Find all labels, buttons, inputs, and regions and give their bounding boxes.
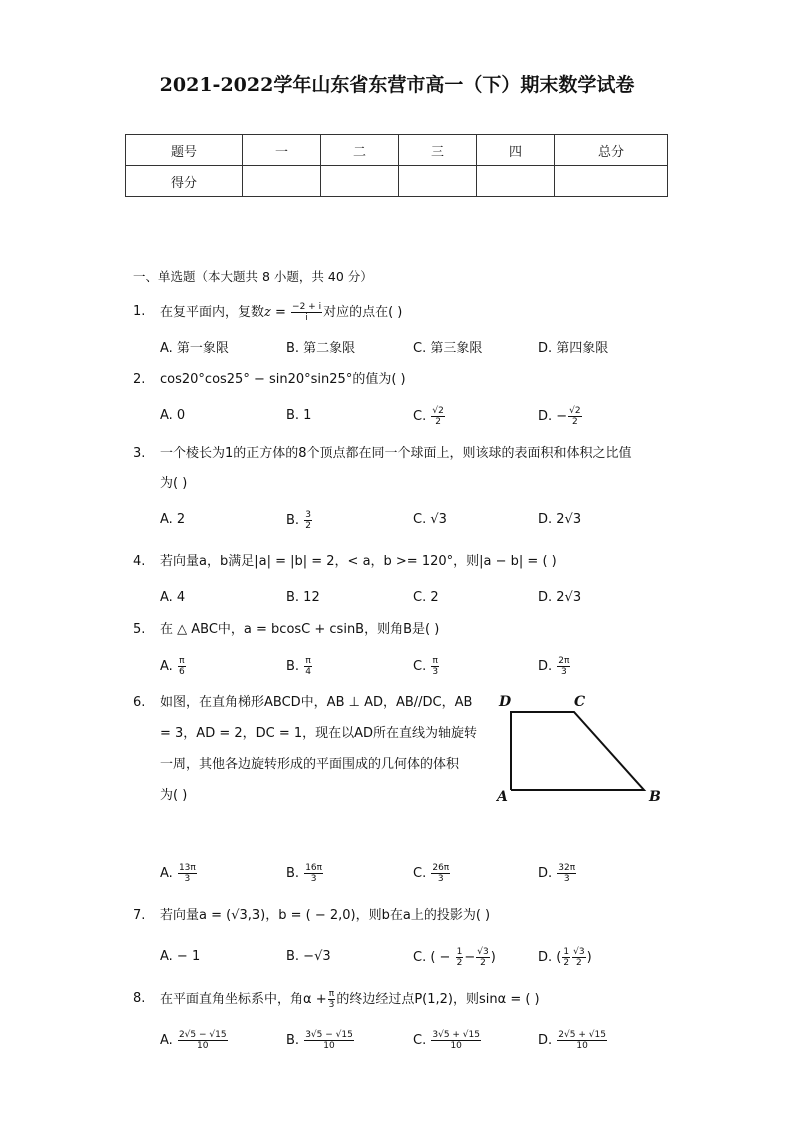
option-label: C.: [413, 1033, 427, 1048]
question-text: 为( ): [160, 476, 188, 491]
option-a[interactable]: A. 第一象限: [160, 341, 229, 356]
option-label: D. −: [538, 409, 568, 424]
table-cell: 三: [399, 135, 477, 166]
table-cell[interactable]: [477, 166, 555, 197]
fraction-numerator: 26π: [432, 863, 450, 873]
option-label: D.: [538, 866, 553, 881]
option-b[interactable]: [286, 863, 324, 884]
question-text: 一周，其他各边旋转形成的平面围成的几何体的体积: [160, 757, 460, 772]
option-label: B.: [286, 513, 300, 528]
option-a[interactable]: [160, 863, 198, 884]
section-heading: 一、单选题（本大题共 8 小题，共 40 分）: [133, 269, 373, 284]
fraction-denominator: 4: [305, 667, 311, 677]
fraction-denominator: 3: [437, 874, 444, 884]
option-b[interactable]: B. 第二象限: [286, 341, 356, 356]
option-b[interactable]: [286, 510, 313, 531]
table-cell[interactable]: [243, 166, 321, 197]
fraction-denominator: i: [305, 313, 308, 323]
option-label: C.: [413, 659, 427, 674]
table-row: [126, 166, 668, 197]
fraction-numerator: π: [328, 989, 335, 999]
fraction: [328, 989, 336, 1010]
fraction: [557, 1030, 607, 1051]
fraction: [178, 1030, 228, 1051]
option-label: A.: [160, 659, 173, 674]
fraction-numerator: π: [305, 656, 311, 666]
option-b[interactable]: B. 1: [286, 408, 312, 423]
question-number: 2.: [133, 372, 146, 387]
question-text: cos20°cos25° − sin20°sin25°的值为( ): [160, 372, 406, 387]
question-text: 一个棱长为1的正方体的8个顶点都在同一个球面上，则该球的表面积和体积之比值: [160, 446, 632, 461]
option-d[interactable]: [538, 1030, 608, 1051]
question-text: 在复平面内，复数: [160, 305, 265, 320]
option-d[interactable]: D. 2√3: [538, 590, 582, 605]
fraction-denominator: 3: [561, 667, 567, 677]
fraction-numerator: 16π: [305, 863, 323, 873]
fraction-numerator: √3: [477, 947, 489, 957]
fraction: [178, 656, 186, 677]
option-d[interactable]: D. 2√3: [538, 512, 582, 527]
fraction-numerator: 1: [563, 947, 570, 957]
question-text: 在平面直角坐标系中，角α +: [160, 992, 327, 1007]
question-text: 的终边经过点P(1,2)，则sinα = ( ): [336, 992, 540, 1007]
fraction-numerator: π: [179, 656, 185, 666]
fraction: [431, 863, 450, 884]
fraction-denominator: 10: [450, 1041, 462, 1051]
point-label-b: B: [649, 789, 661, 805]
option-label: C. ( −: [413, 950, 455, 965]
fraction: [178, 863, 197, 884]
question-1-text: [160, 302, 402, 323]
option-label: A.: [160, 866, 173, 881]
option-label: C.: [413, 866, 427, 881]
option-c[interactable]: C. 2: [413, 590, 439, 605]
option-b[interactable]: [286, 656, 313, 677]
question-text: 若向量a，b满足|a| = |b| = 2，< a，b >= 120°，则|a − b| = ( ): [160, 554, 557, 569]
fraction: [431, 1030, 481, 1051]
option-a[interactable]: A. − 1: [160, 949, 201, 964]
fraction-denominator: 2: [480, 958, 486, 968]
option-label: A.: [160, 1033, 173, 1048]
fraction-numerator: 3√5 − √15: [305, 1030, 353, 1040]
option-d[interactable]: D. 第四象限: [538, 341, 609, 356]
fraction-denominator: 3: [184, 874, 191, 884]
fraction-numerator: π: [432, 656, 438, 666]
option-a[interactable]: A. 4: [160, 590, 186, 605]
table-cell: 得分: [126, 166, 243, 197]
table-cell: 题号: [126, 135, 243, 166]
fraction-numerator: 2√5 + √15: [558, 1030, 606, 1040]
option-a[interactable]: A. 0: [160, 408, 186, 423]
fraction: [291, 302, 322, 323]
point-label-c: C: [574, 694, 586, 710]
fraction: [568, 406, 581, 427]
option-d[interactable]: [538, 947, 592, 968]
fraction-denominator: 2: [435, 417, 441, 427]
fraction: [456, 947, 464, 968]
fraction-denominator: 2: [305, 521, 311, 531]
option-label: D. (: [538, 950, 562, 965]
question-number: 6.: [133, 695, 146, 710]
table-cell: 四: [477, 135, 555, 166]
table-cell: 一: [243, 135, 321, 166]
option-d[interactable]: [538, 406, 583, 427]
question-text: = 3，AD = 2，DC = 1，现在以AD所在直线为轴旋转: [160, 726, 478, 741]
fraction-denominator: 10: [323, 1041, 335, 1051]
fraction-numerator: √3: [573, 947, 585, 957]
fraction: [572, 947, 585, 968]
question-text: 如图，在直角梯形ABCD中，AB ⊥ AD，AB//DC，AB: [160, 695, 473, 710]
fraction: [431, 406, 444, 427]
fraction: [557, 863, 576, 884]
fraction-denominator: 2: [575, 958, 582, 968]
option-a[interactable]: [160, 1030, 229, 1051]
option-label: B.: [286, 866, 300, 881]
question-8-text: [160, 989, 540, 1010]
option-c[interactable]: [413, 406, 446, 427]
fraction-denominator: 10: [576, 1041, 588, 1051]
option-label: C.: [413, 409, 427, 424]
fraction-denominator: 3: [328, 1000, 335, 1010]
point-label-a: A: [497, 789, 508, 805]
fraction-denominator: 2: [563, 958, 570, 968]
fraction-numerator: √2: [432, 406, 444, 416]
option-label: D.: [538, 659, 553, 674]
fraction-denominator: 3: [432, 667, 439, 677]
option-b[interactable]: [286, 1030, 355, 1051]
fraction-numerator: 2π: [558, 656, 570, 666]
fraction: [304, 1030, 354, 1051]
math-paren: ): [490, 950, 496, 965]
option-c[interactable]: [413, 1030, 482, 1051]
option-b[interactable]: B. −√3: [286, 949, 331, 964]
option-label: D.: [538, 1033, 553, 1048]
fraction: [304, 510, 312, 531]
option-c[interactable]: C. 第三象限: [413, 341, 483, 356]
table-cell: 总分: [555, 135, 668, 166]
option-c[interactable]: [413, 656, 440, 677]
table-cell[interactable]: [399, 166, 477, 197]
option-d[interactable]: [538, 863, 577, 884]
page-title: 2021-2022学年山东省东营市高一（下）期末数学试卷: [159, 74, 635, 96]
trapezoid-outline: [511, 712, 644, 790]
table-row: [126, 135, 668, 166]
option-b[interactable]: B. 12: [286, 590, 320, 605]
option-a[interactable]: A. 2: [160, 512, 186, 527]
fraction-denominator: 2: [456, 958, 463, 968]
fraction: [431, 656, 439, 677]
math-eq: =: [270, 305, 291, 320]
score-table: [125, 134, 668, 197]
fraction-numerator: 32π: [558, 863, 576, 873]
math-paren: ): [586, 950, 592, 965]
table-cell: 二: [321, 135, 399, 166]
fraction-denominator: 10: [197, 1041, 209, 1051]
option-a[interactable]: [160, 656, 187, 677]
option-label: B.: [286, 659, 300, 674]
option-d[interactable]: [538, 656, 571, 677]
fraction-denominator: 2: [572, 417, 578, 427]
question-number: 7.: [133, 908, 146, 923]
fraction-numerator: 3√5 + √15: [432, 1030, 480, 1040]
fraction-numerator: 1: [456, 947, 463, 957]
option-c[interactable]: [413, 863, 451, 884]
fraction-denominator: 3: [310, 874, 317, 884]
fraction: [304, 863, 323, 884]
fraction-denominator: 3: [563, 874, 570, 884]
option-c[interactable]: C. √3: [413, 512, 447, 527]
question-text: 对应的点在( ): [323, 305, 403, 320]
question-text: 若向量a = (√3,3)，b = ( − 2,0)，则b在a上的投影为( ): [160, 908, 491, 923]
question-text: 为( ): [160, 788, 188, 803]
fraction-numerator: 2√5 − √15: [178, 1030, 227, 1040]
table-cell[interactable]: [555, 166, 668, 197]
fraction-numerator: √2: [569, 406, 581, 416]
fraction: [304, 656, 312, 677]
fraction: [562, 947, 570, 968]
option-c[interactable]: [413, 947, 496, 968]
fraction: [476, 947, 489, 968]
fraction: [557, 656, 570, 677]
question-number: 3.: [133, 446, 146, 461]
fraction-numerator: 13π: [178, 863, 196, 873]
option-label: B.: [286, 1033, 300, 1048]
point-label-d: D: [499, 694, 512, 710]
table-cell[interactable]: [321, 166, 399, 197]
question-text: 在 △ ABC中，a = bcosC + csinB，则角B是( ): [160, 622, 440, 637]
fraction-numerator: 3: [305, 510, 311, 520]
question-number: 4.: [133, 554, 146, 569]
fraction-denominator: 6: [178, 667, 185, 677]
math-var: z: [264, 305, 271, 320]
math-op: −: [464, 950, 476, 965]
question-number: 1.: [133, 304, 146, 319]
question-number: 8.: [133, 991, 146, 1006]
fraction-numerator: −2 + i: [292, 302, 322, 312]
question-number: 5.: [133, 622, 146, 637]
